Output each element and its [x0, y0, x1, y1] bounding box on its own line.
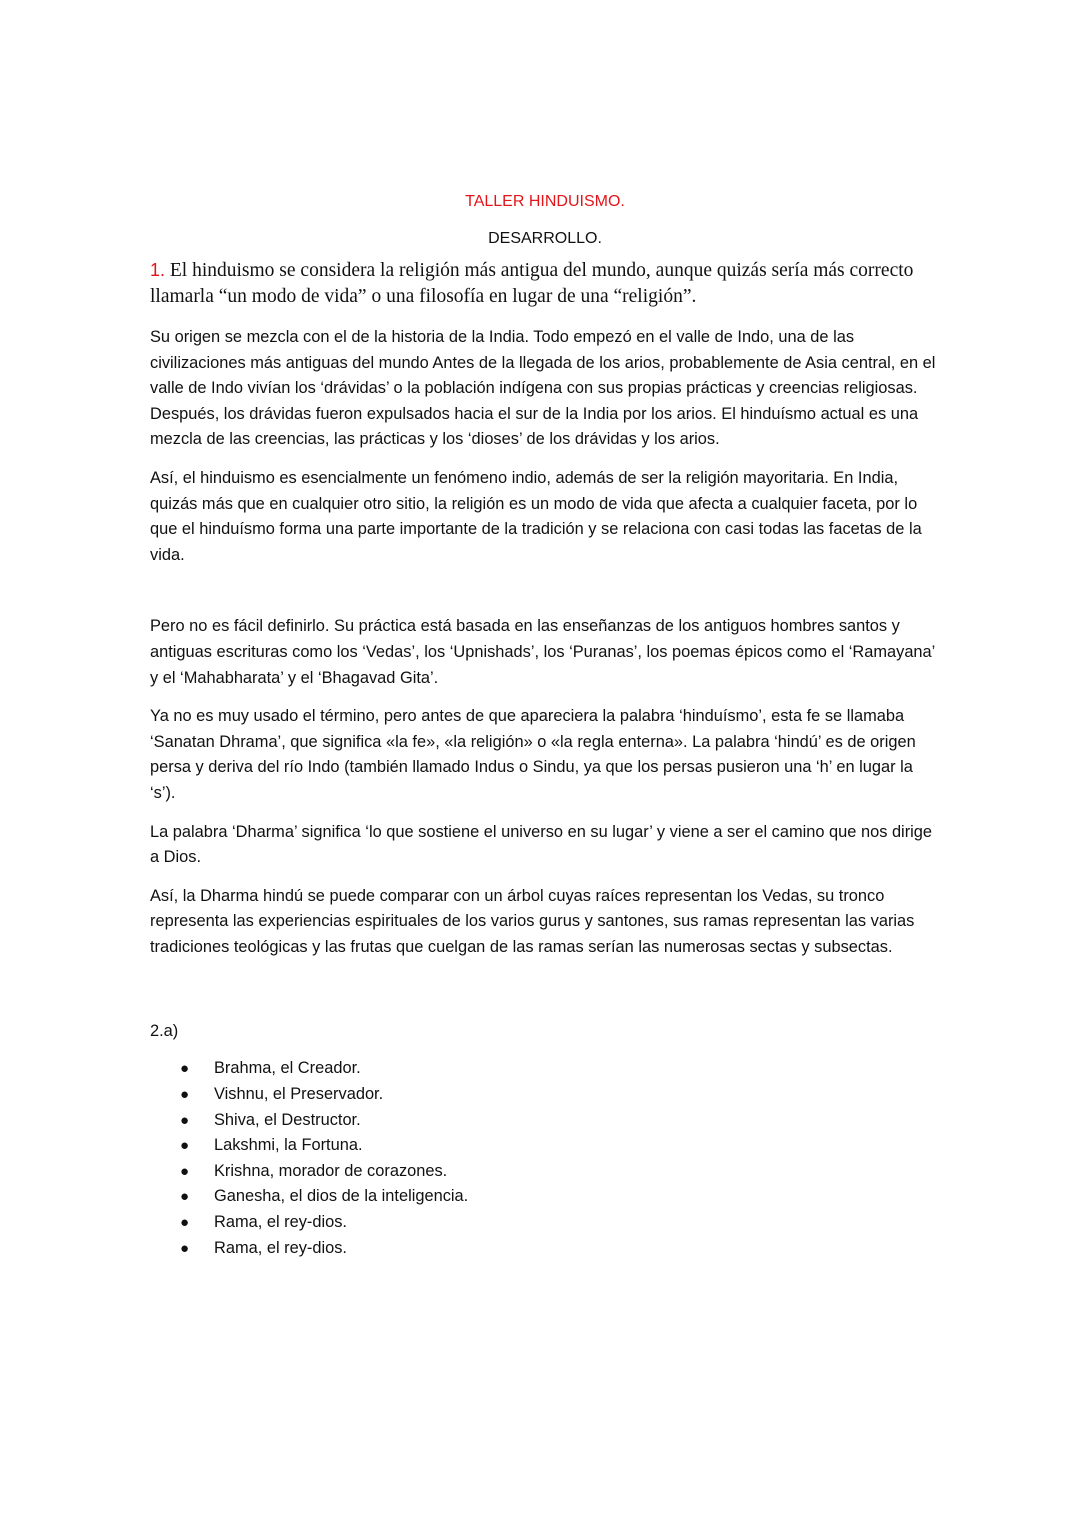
list-item-text: Lakshmi, la Fortuna.: [214, 1136, 363, 1155]
question-1-text: El hinduismo se considera la religión más antigua del mundo, aunque quizás sería más correcto llamarla “un modo de vida” o una filosofía en lugar de una “religión”.: [150, 260, 914, 307]
bullet-icon: ●: [180, 1214, 190, 1232]
bullet-icon: ●: [180, 1239, 190, 1257]
list-item: [180, 1108, 940, 1134]
document-subtitle: DESARROLLO.: [488, 230, 602, 247]
list-item-text: Rama, el rey-dios.: [214, 1213, 347, 1232]
document-title: TALLER HINDUISMO.: [465, 193, 625, 210]
list-item-text: Rama, el rey-dios.: [214, 1238, 347, 1257]
paragraph-dharma-meaning: La palabra ‘Dharma’ significa ‘lo que sostiene el universo en su lugar’ y viene a ser el camino que nos dirige a Dios.: [150, 822, 933, 867]
paragraph-origin: Su origen se mezcla con el de la historia de la India. Todo empezó en el valle de Indo, una de las civilizaciones más antiguas del mundo Antes de la llegada de los arios, probablemente de Asia central, en el valle de Indo vivían los ‘drávidas’ o la población indígena con sus propias prácticas y creencias religiosas. Después, los drávidas fueron expulsados hacia el sur de la India por los arios. El hinduísmo actual es una mezcla de las creencias, las prácticas y los ‘dioses’ de los drávidas y los arios.: [150, 328, 936, 449]
bullet-icon: ●: [180, 1137, 190, 1155]
gods-list: [150, 1056, 940, 1261]
question-1-number: 1.: [150, 260, 166, 280]
bullet-icon: ●: [180, 1086, 190, 1104]
bullet-icon: ●: [180, 1188, 190, 1206]
list-item-text: Shiva, el Destructor.: [214, 1110, 361, 1129]
list-item: [180, 1133, 940, 1159]
document-page: [150, 190, 940, 1261]
paragraph-dharma-tree: Así, la Dharma hindú se puede comparar con un árbol cuyas raíces representan los Vedas, su tronco representa las experiencias espirituales de los varios gurus y santones, sus ramas representan las varias tradiciones teológicas y las frutas que cuelgan de las ramas serían las numerosas sectas y subsectas.: [150, 886, 915, 956]
section-2a-label: 2.a): [150, 1022, 179, 1041]
list-item: [180, 1184, 940, 1210]
list-item-text: Ganesha, el dios de la inteligencia.: [214, 1187, 469, 1206]
list-item: [180, 1082, 940, 1108]
list-item: [180, 1210, 940, 1236]
bullet-icon: ●: [180, 1111, 190, 1129]
question-1: [150, 257, 940, 310]
list-item-text: Brahma, el Creador.: [214, 1059, 361, 1078]
paragraph-indian-phenomenon: Así, el hinduismo es esencialmente un fenómeno indio, además de ser la religión mayoritaria. En India, quizás más que en cualquier otro sitio, la religión es un modo de vida que afecta a cualquier faceta, por lo que el hinduísmo forma una parte importante de la tradición y se relaciona con casi todas las facetas de la vida.: [150, 468, 922, 564]
list-item: [180, 1236, 940, 1262]
paragraph-sanatan-dharma: Ya no es muy usado el término, pero antes de que apareciera la palabra ‘hinduísmo’, esta fe se llamaba ‘Sanatan Dhrama’, que significa «la fe», «la religión» o «la regla enterna». La palabra ‘hindú’ es de origen persa y deriva del río Indo (también llamado Indus o Sindu, ya que los persas pusieron una ‘h’ en lugar la ‘s’).: [150, 707, 916, 802]
bullet-icon: ●: [180, 1060, 190, 1078]
list-item-text: Vishnu, el Preservador.: [214, 1085, 384, 1104]
bullet-icon: ●: [180, 1162, 190, 1180]
list-item: [180, 1159, 940, 1185]
list-item-text: Krishna, morador de corazones.: [214, 1161, 448, 1180]
paragraph-definition: Pero no es fácil definirlo. Su práctica está basada en las enseñanzas de los antiguos hombres santos y antiguas escrituras como los ‘Vedas’, los ‘Upnishads’, los ‘Puranas’, los poemas épicos como el ‘Ramayana’ y el ‘Mahabharata’ y el ‘Bhagavad Gita’.: [150, 617, 935, 687]
list-item: [180, 1056, 940, 1082]
